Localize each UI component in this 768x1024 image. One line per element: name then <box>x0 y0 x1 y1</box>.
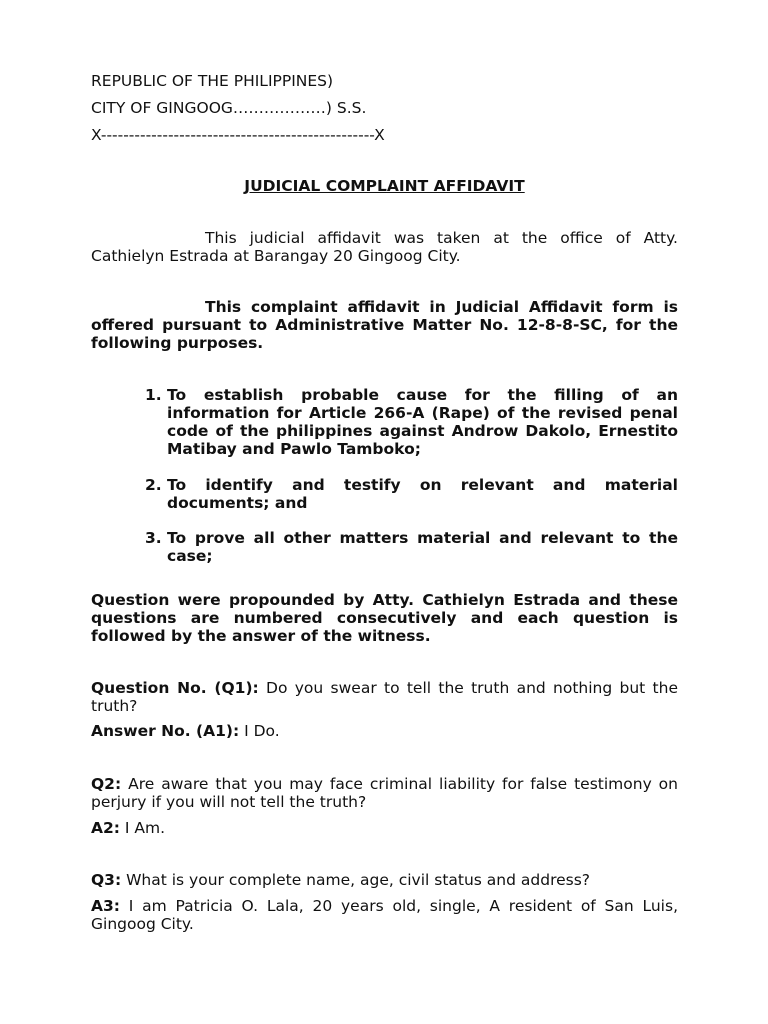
qa-text: I am Patricia O. Lala, 20 years old, single, A resident of San Luis, Gingoog City. <box>91 897 678 933</box>
purpose-item-2 <box>145 476 678 512</box>
qa-a2 <box>91 819 678 837</box>
purpose-item-1 <box>145 386 678 458</box>
purpose-item-text: To prove all other matters material and relevant to the case; <box>167 529 678 565</box>
header-republic: REPUBLIC OF THE PHILIPPINES) <box>91 72 334 90</box>
purpose-item-3 <box>145 529 678 565</box>
qa-label: Question No. (Q1): <box>91 679 259 697</box>
document-title: JUDICIAL COMPLAINT AFFIDAVIT <box>244 177 525 195</box>
qa-text: I Am. <box>119 819 166 837</box>
purpose-paragraph: This complaint affidavit in Judicial Affidavit form is offered pursuant to Administrative Matter No. 12-8-8-SC, for the following purposes. <box>91 298 678 352</box>
qa-label: Q3: <box>91 871 122 889</box>
qa-a3 <box>91 897 678 933</box>
qa-label: A3: <box>91 897 120 915</box>
purpose-item-number: 2. <box>145 476 162 494</box>
qa-text: I Do. <box>239 722 280 740</box>
purpose-item-text: To establish probable cause for the filling of an information for Article 266-A (Rape) of the revised penal code of the philippines against Androw Dakolo, Ernestito Matibay and Pawlo Tamboko; <box>167 386 678 458</box>
qa-q1 <box>91 679 678 715</box>
qa-label: A2: <box>91 819 120 837</box>
purpose-item-number: 3. <box>145 529 162 547</box>
header-separator: X-------------------------------------------------X <box>91 126 385 144</box>
purpose-item-text: To identify and testify on relevant and material documents; and <box>167 476 678 512</box>
qa-text: Do you swear to tell the truth and nothing but the truth? <box>91 679 678 715</box>
qa-text: What is your complete name, age, civil status and address? <box>121 871 591 889</box>
qa-a1 <box>91 722 678 740</box>
qa-label: Q2: <box>91 775 122 793</box>
document-page <box>91 0 678 1024</box>
qa-label: Answer No. (A1): <box>91 722 240 740</box>
qa-text: Are aware that you may face criminal liability for false testimony on perjury if you will not tell the truth? <box>91 775 678 811</box>
question-note: Question were propounded by Atty. Cathielyn Estrada and these questions are numbered consecutively and each question is followed by the answer of the witness. <box>91 591 678 645</box>
qa-q2 <box>91 775 678 811</box>
purpose-item-number: 1. <box>145 386 162 404</box>
header-city: CITY OF GINGOOG………………) S.S. <box>91 99 367 117</box>
qa-q3 <box>91 871 678 889</box>
intro-paragraph: This judicial affidavit was taken at the office of Atty. Cathielyn Estrada at Barangay 20 Gingoog City. <box>91 229 678 265</box>
